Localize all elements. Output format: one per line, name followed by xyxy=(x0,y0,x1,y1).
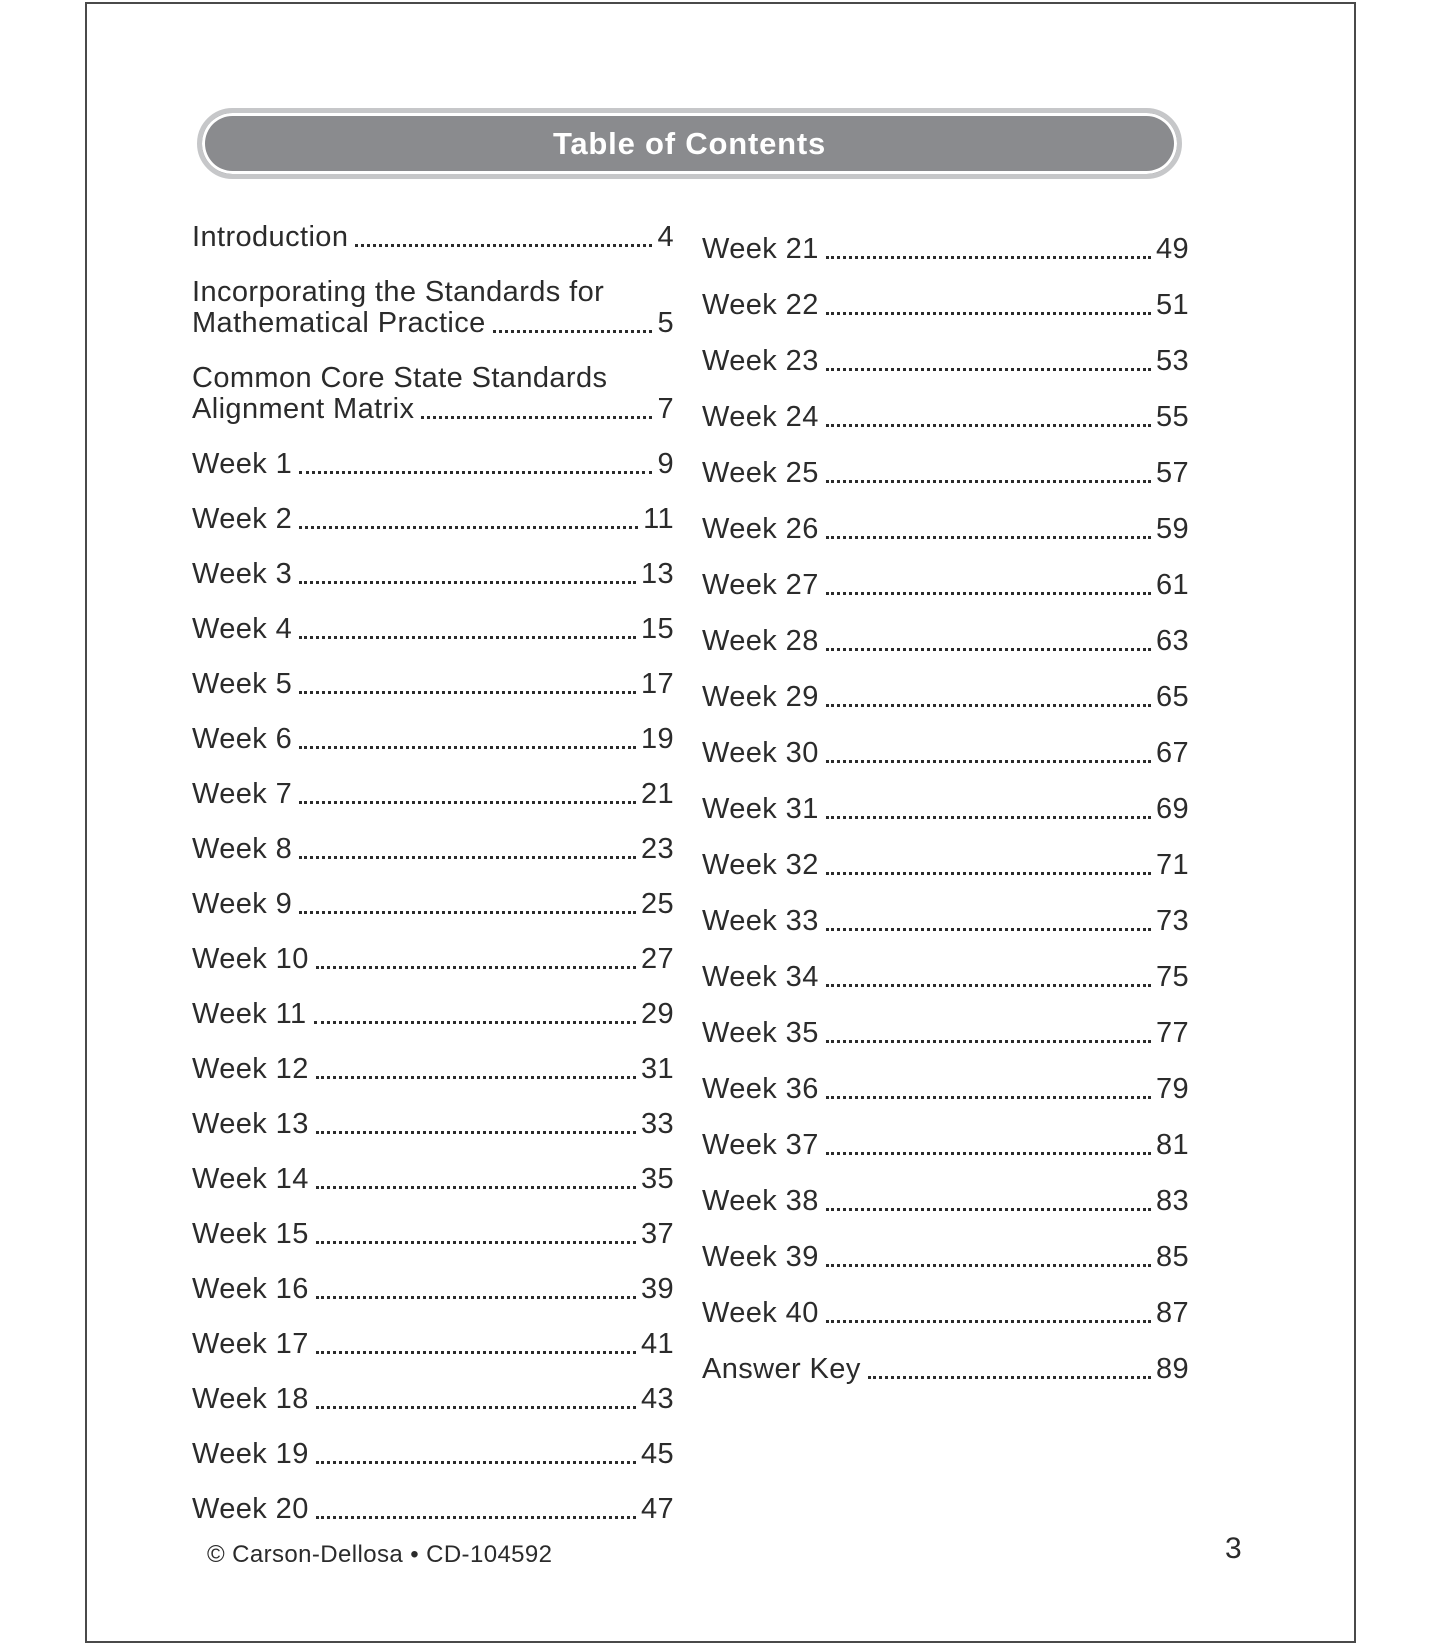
toc-entry-page: 39 xyxy=(640,1273,674,1305)
dotted-leader xyxy=(826,1039,1151,1043)
toc-entry-row xyxy=(192,449,674,480)
toc-entry-label: Week 3 xyxy=(192,558,293,590)
toc-entry-label: Week 9 xyxy=(192,888,293,920)
toc-entry xyxy=(702,738,1189,769)
toc-entry xyxy=(702,1018,1189,1049)
dotted-leader xyxy=(316,1515,636,1519)
toc-entry xyxy=(192,1219,674,1250)
dotted-leader xyxy=(316,1130,636,1134)
toc-entry xyxy=(192,363,674,425)
toc-entry-label: Week 22 xyxy=(702,289,819,321)
toc-entry-row xyxy=(192,1439,674,1470)
toc-entry-page: 71 xyxy=(1155,849,1189,881)
toc-entry-label: Week 7 xyxy=(192,778,293,810)
toc-entry-label: Week 24 xyxy=(702,401,819,433)
toc-entry-row xyxy=(192,614,674,645)
toc-entry-row xyxy=(192,889,674,920)
dotted-leader xyxy=(826,1319,1151,1323)
toc-entry-row xyxy=(192,944,674,975)
toc-entry-page: 57 xyxy=(1155,457,1189,489)
toc-entry-label: Week 14 xyxy=(192,1163,309,1195)
toc-entry xyxy=(702,1354,1189,1385)
toc-entry-label: Week 18 xyxy=(192,1383,309,1415)
toc-entry-row xyxy=(192,1054,674,1085)
toc-entry xyxy=(192,1164,674,1195)
toc-entry xyxy=(192,222,674,253)
toc-entry-label: Week 15 xyxy=(192,1218,309,1250)
toc-entry-page: 51 xyxy=(1155,289,1189,321)
toc-entry-label: Week 29 xyxy=(702,681,819,713)
toc-entry-row xyxy=(702,1242,1189,1273)
toc-entry-page: 29 xyxy=(640,998,674,1030)
toc-entry-page: 41 xyxy=(640,1328,674,1360)
toc-entry-label: Week 11 xyxy=(192,998,307,1030)
toc-entry xyxy=(702,234,1189,265)
toc-entry-page: 49 xyxy=(1155,233,1189,265)
toc-entry-row xyxy=(702,962,1189,993)
dotted-leader xyxy=(316,1295,636,1299)
toc-entry-label: Week 17 xyxy=(192,1328,309,1360)
dotted-leader xyxy=(299,635,636,639)
toc-entry xyxy=(702,906,1189,937)
dotted-leader xyxy=(826,1095,1151,1099)
toc-entry xyxy=(192,834,674,865)
dotted-leader xyxy=(299,525,638,529)
toc-entry-label-line: Common Core State Standards xyxy=(192,362,608,394)
toc-entry-page: 61 xyxy=(1155,569,1189,601)
toc-entry-label-line: Incorporating the Standards for xyxy=(192,276,605,308)
toc-entry-label: Mathematical Practice xyxy=(192,307,486,339)
toc-entry xyxy=(702,1130,1189,1161)
toc-entry-page: 65 xyxy=(1155,681,1189,713)
toc-entry-row xyxy=(702,234,1189,265)
toc-entry-row xyxy=(192,1384,674,1415)
dotted-leader xyxy=(826,423,1151,427)
toc-entry-page: 9 xyxy=(657,448,674,480)
dotted-leader xyxy=(826,1207,1151,1211)
toc-entry-row xyxy=(702,346,1189,377)
dotted-leader xyxy=(493,329,653,333)
toc-entry-row xyxy=(192,1164,674,1195)
toc-entry xyxy=(192,1329,674,1360)
toc-entry xyxy=(702,850,1189,881)
toc-entry-page: 47 xyxy=(640,1493,674,1525)
dotted-leader xyxy=(826,647,1151,651)
dotted-leader xyxy=(316,1185,636,1189)
dotted-leader xyxy=(316,1240,636,1244)
toc-entry-label: Week 8 xyxy=(192,833,293,865)
toc-entry-row xyxy=(702,626,1189,657)
toc-entry-page: 19 xyxy=(640,723,674,755)
toc-entry-row xyxy=(192,1274,674,1305)
dotted-leader xyxy=(826,927,1151,931)
toc-entry-label: Week 4 xyxy=(192,613,293,645)
toc-entry-row xyxy=(702,1354,1189,1385)
toc-entry-row xyxy=(702,1074,1189,1105)
toc-entry-page: 79 xyxy=(1155,1073,1189,1105)
toc-entry-label: Week 1 xyxy=(192,448,293,480)
dotted-leader xyxy=(316,1405,636,1409)
toc-entry-row xyxy=(702,682,1189,713)
toc-entry-label: Week 36 xyxy=(702,1073,819,1105)
dotted-leader xyxy=(316,965,636,969)
toc-entry-label: Week 10 xyxy=(192,943,309,975)
toc-entry xyxy=(192,277,674,339)
toc-entry xyxy=(192,1494,674,1525)
toc-entry xyxy=(702,1186,1189,1217)
toc-entry-row xyxy=(192,1494,674,1525)
toc-entry-label: Week 12 xyxy=(192,1053,309,1085)
toc-entry-page: 67 xyxy=(1155,737,1189,769)
toc-entry-label: Week 31 xyxy=(702,793,819,825)
toc-left-column xyxy=(192,222,674,1549)
toc-entry-page: 75 xyxy=(1155,961,1189,993)
toc-entry-label: Week 35 xyxy=(702,1017,819,1049)
dotted-leader xyxy=(299,745,636,749)
toc-entry xyxy=(702,402,1189,433)
toc-entry xyxy=(192,449,674,480)
toc-entry xyxy=(702,290,1189,321)
toc-entry-label: Week 21 xyxy=(702,233,819,265)
toc-entry-page: 55 xyxy=(1155,401,1189,433)
toc-entry-page: 13 xyxy=(640,558,674,590)
toc-entry-row xyxy=(702,1018,1189,1049)
toc-entry-label: Introduction xyxy=(192,221,349,253)
toc-entry xyxy=(192,1109,674,1140)
dotted-leader xyxy=(316,1350,636,1354)
dotted-leader xyxy=(355,243,652,247)
page-title: Table of Contents xyxy=(552,125,827,161)
toc-entry-label: Week 40 xyxy=(702,1297,819,1329)
toc-entry xyxy=(702,1242,1189,1273)
dotted-leader xyxy=(826,983,1151,987)
toc-entry xyxy=(192,889,674,920)
toc-entry-row xyxy=(192,1329,674,1360)
toc-entry xyxy=(192,724,674,755)
toc-entry-label: Week 13 xyxy=(192,1108,309,1140)
toc-entry-row xyxy=(702,738,1189,769)
copyright-text: © Carson-Dellosa • CD-104592 xyxy=(207,1541,553,1568)
toc-entry-page: 7 xyxy=(657,393,674,425)
dotted-leader xyxy=(316,1460,636,1464)
toc-entry-label: Week 34 xyxy=(702,961,819,993)
toc-entry-page: 11 xyxy=(643,503,674,535)
toc-entry-page: 69 xyxy=(1155,793,1189,825)
toc-entry-label: Week 37 xyxy=(702,1129,819,1161)
toc-entry-row xyxy=(702,906,1189,937)
toc-entry-page: 23 xyxy=(640,833,674,865)
toc-entry-page: 43 xyxy=(640,1383,674,1415)
dotted-leader xyxy=(826,479,1151,483)
toc-entry xyxy=(192,1054,674,1085)
toc-entry xyxy=(192,1274,674,1305)
toc-entry-row xyxy=(192,504,674,535)
toc-entry-page: 59 xyxy=(1155,513,1189,545)
toc-entry-row xyxy=(702,1186,1189,1217)
toc-entry xyxy=(192,559,674,590)
toc-entry xyxy=(702,514,1189,545)
toc-entry xyxy=(192,779,674,810)
dotted-leader xyxy=(421,415,652,419)
toc-entry-row xyxy=(192,999,674,1030)
toc-entry-page: 5 xyxy=(657,307,674,339)
dotted-leader xyxy=(826,311,1151,315)
toc-entry-page: 77 xyxy=(1155,1017,1189,1049)
toc-entry-label: Week 5 xyxy=(192,668,293,700)
dotted-leader xyxy=(314,1020,636,1024)
toc-entry-row xyxy=(192,1109,674,1140)
toc-entry-page: 81 xyxy=(1155,1129,1189,1161)
dotted-leader xyxy=(299,800,636,804)
toc-entry-label: Week 33 xyxy=(702,905,819,937)
toc-entry-page: 85 xyxy=(1155,1241,1189,1273)
dotted-leader xyxy=(826,367,1151,371)
dotted-leader xyxy=(299,470,652,474)
toc-entry xyxy=(702,346,1189,377)
toc-entry xyxy=(192,669,674,700)
toc-entry-row xyxy=(192,834,674,865)
dotted-leader xyxy=(299,910,636,914)
toc-entry xyxy=(192,999,674,1030)
toc-entry xyxy=(192,1439,674,1470)
toc-entry-row xyxy=(702,794,1189,825)
toc-entry-label: Week 30 xyxy=(702,737,819,769)
toc-entry-page: 31 xyxy=(640,1053,674,1085)
toc-entry-page: 37 xyxy=(640,1218,674,1250)
dotted-leader xyxy=(826,255,1151,259)
toc-entry-label: Answer Key xyxy=(702,1353,861,1385)
page-frame xyxy=(85,2,1356,1643)
toc-entry xyxy=(702,794,1189,825)
toc-entry xyxy=(702,1298,1189,1329)
toc-entry-page: 21 xyxy=(640,778,674,810)
toc-entry-label: Week 20 xyxy=(192,1493,309,1525)
dotted-leader xyxy=(868,1375,1151,1379)
toc-entry xyxy=(702,570,1189,601)
dotted-leader xyxy=(826,1263,1151,1267)
title-banner xyxy=(197,108,1182,179)
toc-entry-page: 35 xyxy=(640,1163,674,1195)
toc-entry-row xyxy=(192,394,674,425)
toc-entry-page: 33 xyxy=(640,1108,674,1140)
dotted-leader xyxy=(826,871,1151,875)
toc-entry xyxy=(702,682,1189,713)
toc-entry-row xyxy=(192,1219,674,1250)
toc-entry xyxy=(702,626,1189,657)
toc-entry-row xyxy=(192,559,674,590)
toc-entry-label: Week 27 xyxy=(702,569,819,601)
toc-entry-page: 53 xyxy=(1155,345,1189,377)
toc-entry-label: Week 2 xyxy=(192,503,293,535)
toc-entry-page: 87 xyxy=(1155,1297,1189,1329)
toc-entry xyxy=(192,944,674,975)
toc-entry-label: Week 19 xyxy=(192,1438,309,1470)
toc-entry-label: Week 38 xyxy=(702,1185,819,1217)
toc-entry-label: Week 6 xyxy=(192,723,293,755)
dotted-leader xyxy=(826,703,1151,707)
toc-entry-page: 83 xyxy=(1155,1185,1189,1217)
toc-entry-row xyxy=(702,850,1189,881)
toc-entry-label: Week 25 xyxy=(702,457,819,489)
toc-entry-page: 15 xyxy=(640,613,674,645)
dotted-leader xyxy=(826,815,1151,819)
toc-entry-page: 27 xyxy=(640,943,674,975)
dotted-leader xyxy=(316,1075,636,1079)
toc-entry xyxy=(702,1074,1189,1105)
toc-entry-row xyxy=(702,1298,1189,1329)
toc-entry-label: Week 16 xyxy=(192,1273,309,1305)
dotted-leader xyxy=(826,591,1151,595)
toc-entry-label: Week 39 xyxy=(702,1241,819,1273)
toc-entry-label: Alignment Matrix xyxy=(192,393,415,425)
dotted-leader xyxy=(826,759,1151,763)
toc-entry-row xyxy=(192,669,674,700)
toc-entry-page: 73 xyxy=(1155,905,1189,937)
toc-entry-row xyxy=(192,308,674,339)
toc-entry-page: 4 xyxy=(657,221,674,253)
toc-entry xyxy=(702,458,1189,489)
toc-entry-label: Week 23 xyxy=(702,345,819,377)
toc-entry-row xyxy=(192,724,674,755)
toc-entry xyxy=(192,614,674,645)
page-number: 3 xyxy=(1225,1532,1242,1565)
toc-entry-row xyxy=(702,290,1189,321)
toc-entry-row xyxy=(702,402,1189,433)
toc-entry-label: Week 26 xyxy=(702,513,819,545)
toc-entry-label: Week 28 xyxy=(702,625,819,657)
toc-entry xyxy=(192,504,674,535)
toc-entry-page: 25 xyxy=(640,888,674,920)
toc-entry-row xyxy=(702,458,1189,489)
toc-entry-row xyxy=(702,1130,1189,1161)
toc-entry-label: Week 32 xyxy=(702,849,819,881)
toc-right-column xyxy=(702,234,1189,1410)
toc-entry xyxy=(702,962,1189,993)
toc-entry xyxy=(192,1384,674,1415)
dotted-leader xyxy=(299,690,636,694)
dotted-leader xyxy=(299,855,636,859)
toc-entry-row xyxy=(702,570,1189,601)
toc-entry-page: 45 xyxy=(640,1438,674,1470)
toc-entry-page: 89 xyxy=(1155,1353,1189,1385)
dotted-leader xyxy=(299,580,636,584)
toc-entry-row xyxy=(702,514,1189,545)
toc-entry-page: 63 xyxy=(1155,625,1189,657)
toc-entry-page: 17 xyxy=(640,668,674,700)
dotted-leader xyxy=(826,535,1151,539)
toc-entry-row xyxy=(192,779,674,810)
dotted-leader xyxy=(826,1151,1151,1155)
toc-entry-row xyxy=(192,222,674,253)
